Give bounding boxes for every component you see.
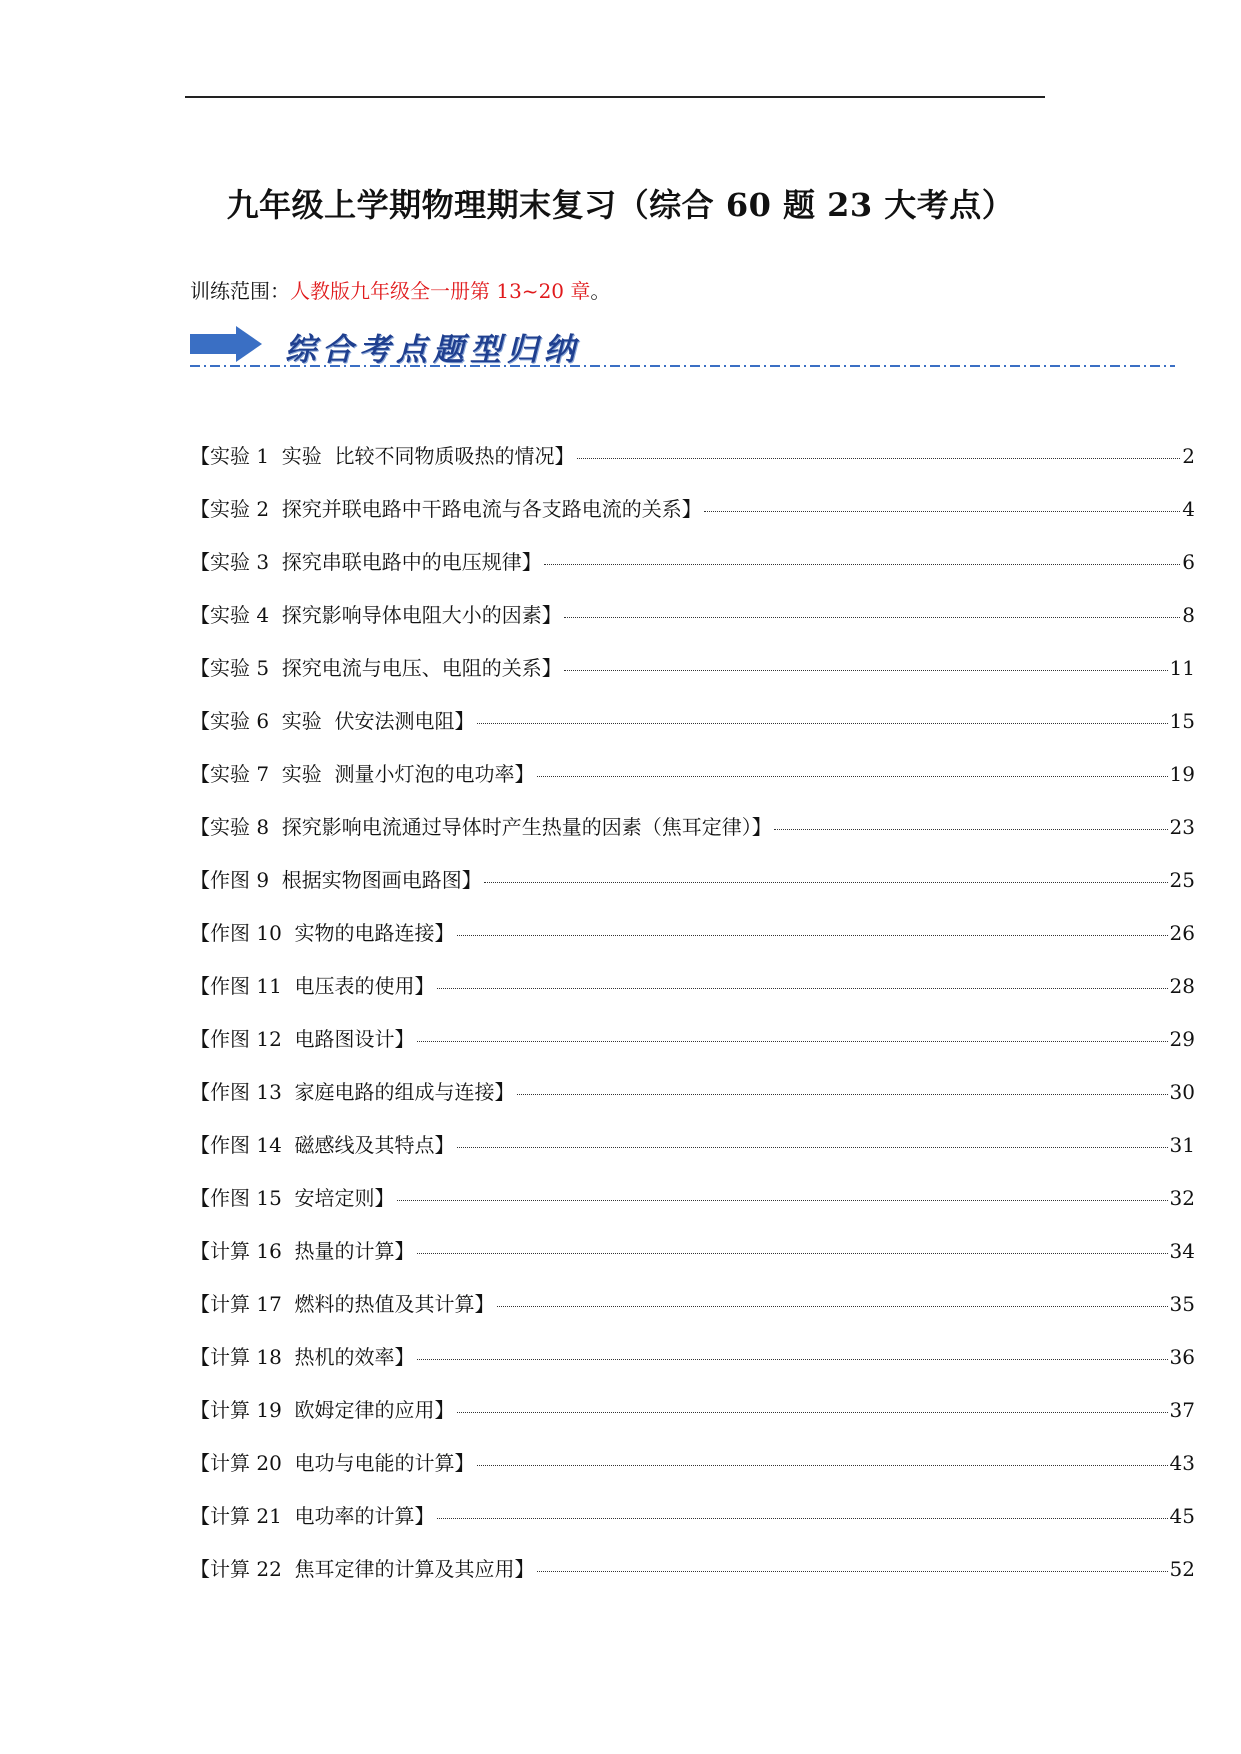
toc-entry-page: 25 (1169, 868, 1195, 892)
toc-entry-page: 19 (1169, 762, 1195, 786)
toc-leader-dots (774, 812, 1168, 830)
document-title: 九年级上学期物理期末复习（综合 60 题 23 大考点） (226, 186, 1015, 224)
toc-entry[interactable] (190, 1500, 1195, 1553)
toc-entry-page: 34 (1169, 1239, 1195, 1263)
toc-entry-page: 4 (1182, 497, 1195, 521)
toc-leader-dots (537, 1554, 1168, 1572)
toc-entry[interactable] (190, 758, 1195, 811)
toc-entry-label: 【计算 16 热量的计算】 (190, 1239, 415, 1263)
toc-entry-page: 45 (1169, 1504, 1195, 1528)
toc-leader-dots (457, 1395, 1168, 1413)
toc-entry-page: 15 (1169, 709, 1195, 733)
header-rule (185, 96, 1045, 98)
toc-entry-label: 【作图 9 根据实物图画电路图】 (190, 868, 482, 892)
toc-entry[interactable] (190, 917, 1195, 970)
toc-entry-page: 35 (1169, 1292, 1195, 1316)
toc-leader-dots (417, 1342, 1168, 1360)
toc-entry-label: 【计算 17 燃料的热值及其计算】 (190, 1292, 495, 1316)
toc-leader-dots (564, 653, 1168, 671)
section-heading: 综合考点题型归纳 (285, 332, 581, 368)
toc-entry[interactable] (190, 493, 1195, 546)
toc-entry[interactable] (190, 705, 1195, 758)
toc-leader-dots (457, 918, 1168, 936)
toc-entry-label: 【实验 1 实验 比较不同物质吸热的情况】 (190, 444, 575, 468)
toc-leader-dots (417, 1236, 1168, 1254)
toc-entry[interactable] (190, 1129, 1195, 1182)
toc-entry-label: 【作图 13 家庭电路的组成与连接】 (190, 1080, 515, 1104)
toc-entry-label: 【作图 15 安培定则】 (190, 1186, 395, 1210)
toc-entry-label: 【实验 6 实验 伏安法测电阻】 (190, 709, 475, 733)
toc-leader-dots (477, 1448, 1168, 1466)
toc-entry-page: 28 (1169, 974, 1195, 998)
toc-leader-dots (437, 1501, 1168, 1519)
toc-leader-dots (564, 600, 1180, 618)
section-banner (190, 322, 1175, 372)
scope-prefix: 训练范围： (190, 279, 290, 303)
toc-entry[interactable] (190, 599, 1195, 652)
toc-entry[interactable] (190, 864, 1195, 917)
toc-entry-page: 31 (1169, 1133, 1195, 1157)
toc-entry-label: 【计算 18 热机的效率】 (190, 1345, 415, 1369)
training-scope (190, 275, 610, 304)
toc-entry-label: 【作图 10 实物的电路连接】 (190, 921, 455, 945)
toc-leader-dots (537, 759, 1168, 777)
toc-entry-label: 【计算 21 电功率的计算】 (190, 1504, 435, 1528)
toc-entry[interactable] (190, 970, 1195, 1023)
toc-entry-label: 【计算 20 电功与电能的计算】 (190, 1451, 475, 1475)
toc-entry-label: 【实验 5 探究电流与电压、电阻的关系】 (190, 656, 562, 680)
toc-leader-dots (437, 971, 1168, 989)
toc-entry-label: 【实验 4 探究影响导体电阻大小的因素】 (190, 603, 562, 627)
toc-entry-label: 【作图 14 磁感线及其特点】 (190, 1133, 455, 1157)
toc-entry-page: 37 (1169, 1398, 1195, 1422)
toc-entry[interactable] (190, 652, 1195, 705)
toc-entry-label: 【计算 22 焦耳定律的计算及其应用】 (190, 1557, 535, 1581)
toc-entry[interactable] (190, 1288, 1195, 1341)
toc-entry-page: 11 (1169, 656, 1195, 680)
toc-entry-page: 29 (1169, 1027, 1195, 1051)
toc-entry-page: 8 (1182, 603, 1195, 627)
toc-leader-dots (397, 1183, 1168, 1201)
toc-leader-dots (457, 1130, 1168, 1148)
scope-value: 人教版九年级全一册第 13~20 章 (290, 279, 591, 303)
toc-entry-page: 36 (1169, 1345, 1195, 1369)
toc-entry-label: 【作图 12 电路图设计】 (190, 1027, 415, 1051)
toc-leader-dots (477, 706, 1168, 724)
toc-entry[interactable] (190, 811, 1195, 864)
toc-entry-page: 30 (1169, 1080, 1195, 1104)
toc-entry[interactable] (190, 1447, 1195, 1500)
table-of-contents (190, 440, 1195, 1606)
toc-entry-page: 32 (1169, 1186, 1195, 1210)
toc-entry[interactable] (190, 1394, 1195, 1447)
toc-entry-page: 2 (1182, 444, 1195, 468)
toc-entry[interactable] (190, 1182, 1195, 1235)
toc-entry[interactable] (190, 1076, 1195, 1129)
toc-entry[interactable] (190, 1235, 1195, 1288)
toc-entry[interactable] (190, 1023, 1195, 1076)
toc-entry-label: 【作图 11 电压表的使用】 (190, 974, 435, 998)
toc-leader-dots (484, 865, 1168, 883)
toc-leader-dots (544, 547, 1180, 565)
toc-entry-page: 43 (1169, 1451, 1195, 1475)
toc-leader-dots (497, 1289, 1168, 1307)
toc-entry-label: 【实验 7 实验 测量小灯泡的电功率】 (190, 762, 535, 786)
toc-leader-dots (704, 494, 1180, 512)
toc-entry-label: 【计算 19 欧姆定律的应用】 (190, 1398, 455, 1422)
toc-entry-label: 【实验 3 探究串联电路中的电压规律】 (190, 550, 542, 574)
toc-entry-page: 52 (1169, 1557, 1195, 1581)
scope-suffix: 。 (590, 279, 611, 303)
toc-entry[interactable] (190, 1553, 1195, 1606)
toc-leader-dots (577, 441, 1181, 459)
toc-entry-page: 6 (1182, 550, 1195, 574)
toc-entry[interactable] (190, 440, 1195, 493)
toc-entry-label: 【实验 8 探究影响电流通过导体时产生热量的因素（焦耳定律）】 (190, 815, 772, 839)
toc-leader-dots (517, 1077, 1168, 1095)
toc-entry-label: 【实验 2 探究并联电路中干路电流与各支路电流的关系】 (190, 497, 702, 521)
toc-entry-page: 23 (1169, 815, 1195, 839)
toc-entry[interactable] (190, 1341, 1195, 1394)
toc-entry-page: 26 (1169, 921, 1195, 945)
toc-leader-dots (417, 1024, 1168, 1042)
toc-entry[interactable] (190, 546, 1195, 599)
